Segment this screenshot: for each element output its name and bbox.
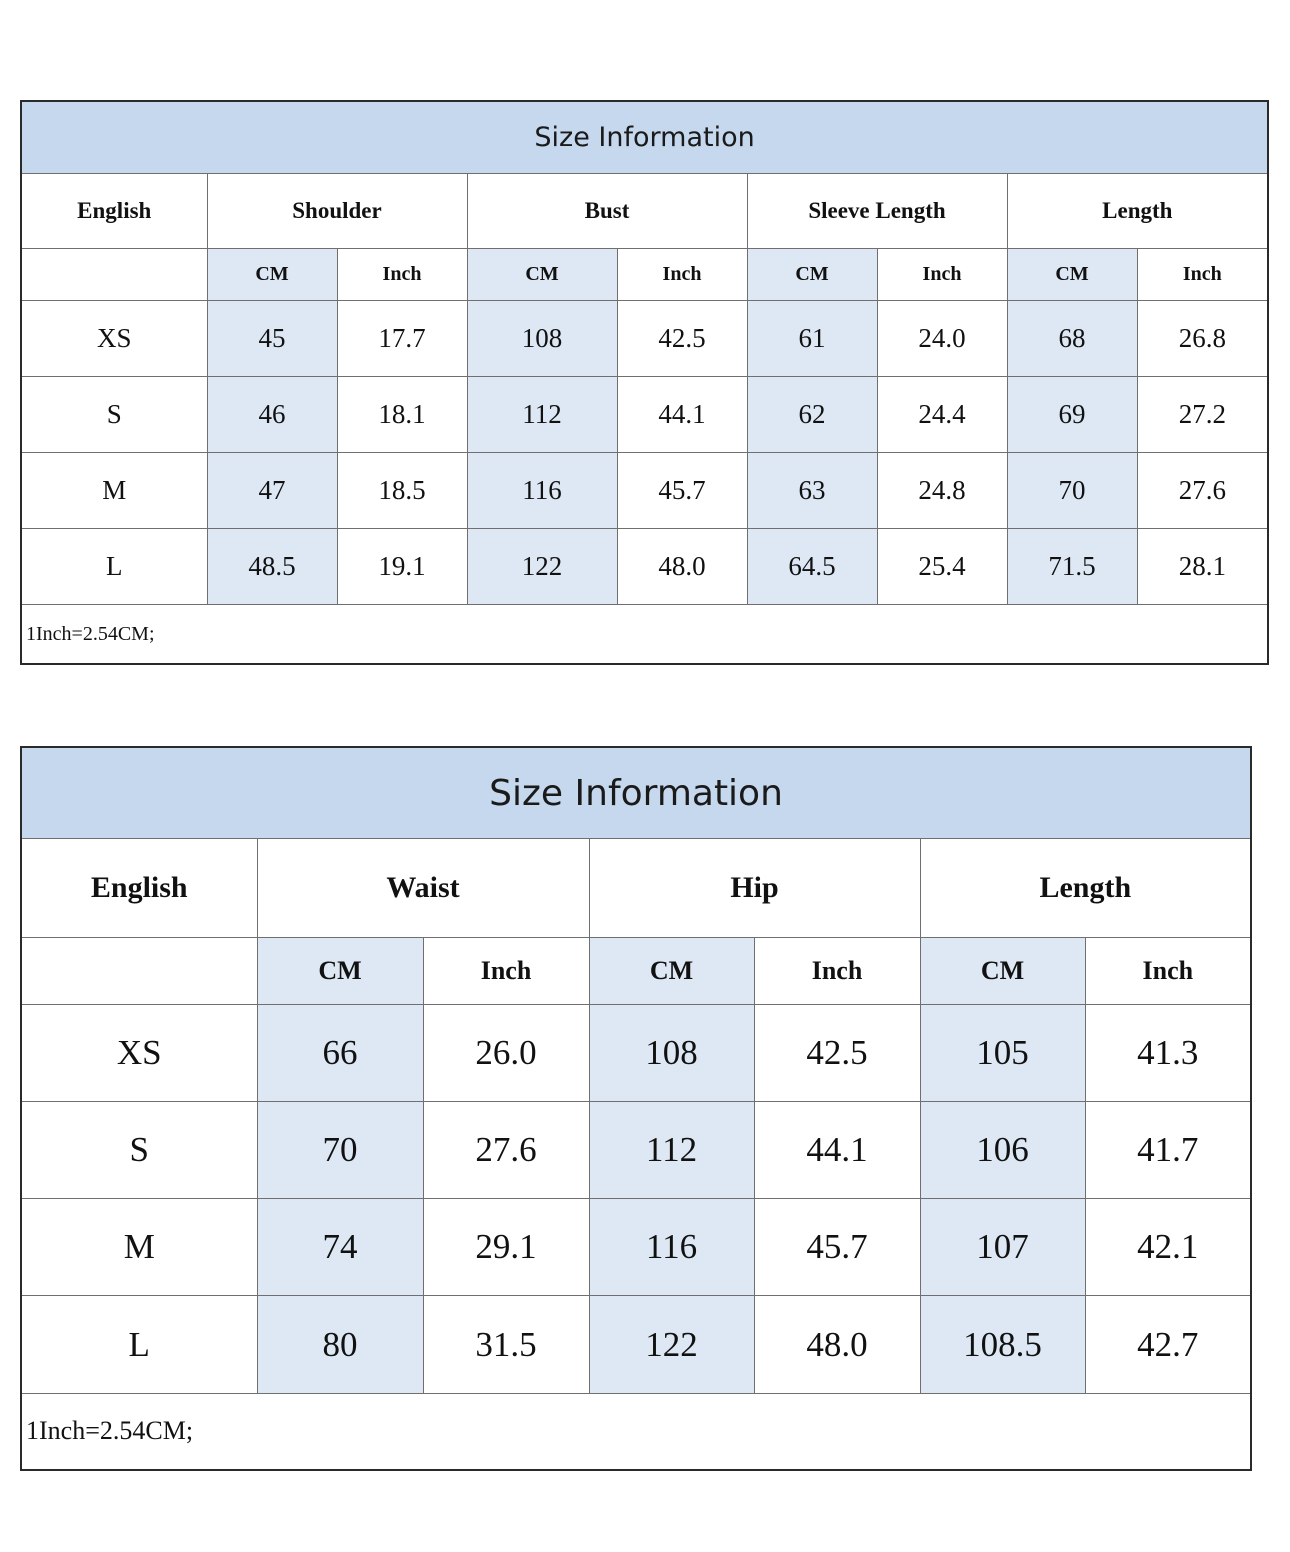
value-cell: 105 [920, 1004, 1085, 1101]
table-title: Size Information [21, 747, 1251, 839]
value-cell: 66 [257, 1004, 423, 1101]
size-label: M [21, 453, 207, 529]
value-cell: 42.7 [1085, 1296, 1251, 1393]
size-label: XS [21, 1004, 257, 1101]
value-cell: 45 [207, 301, 337, 377]
value-cell: 70 [1007, 453, 1137, 529]
size-label: S [21, 377, 207, 453]
unit-header: Inch [1085, 937, 1251, 1004]
value-cell: 18.5 [337, 453, 467, 529]
unit-header: Inch [337, 249, 467, 301]
size-label: L [21, 529, 207, 605]
value-cell: 122 [467, 529, 617, 605]
table-row [21, 453, 1268, 529]
empty-unit-cell [21, 249, 207, 301]
value-cell: 42.5 [617, 301, 747, 377]
unit-header: Inch [617, 249, 747, 301]
value-cell: 74 [257, 1199, 423, 1296]
value-cell: 29.1 [423, 1199, 589, 1296]
table-row [21, 377, 1268, 453]
unit-header: CM [589, 937, 754, 1004]
value-cell: 80 [257, 1296, 423, 1393]
value-cell: 44.1 [754, 1101, 920, 1198]
table-row [21, 529, 1268, 605]
value-cell: 24.8 [877, 453, 1007, 529]
value-cell: 64.5 [747, 529, 877, 605]
unit-header: CM [467, 249, 617, 301]
value-cell: 62 [747, 377, 877, 453]
group-header-hip: Hip [589, 839, 920, 937]
group-header-bust: Bust [467, 174, 747, 249]
value-cell: 41.3 [1085, 1004, 1251, 1101]
value-cell: 24.0 [877, 301, 1007, 377]
group-header-shoulder: Shoulder [207, 174, 467, 249]
value-cell: 24.4 [877, 377, 1007, 453]
unit-header: Inch [423, 937, 589, 1004]
size-label: XS [21, 301, 207, 377]
value-cell: 48.0 [754, 1296, 920, 1393]
value-cell: 27.6 [1137, 453, 1268, 529]
unit-header: CM [747, 249, 877, 301]
table-row [21, 1004, 1251, 1101]
value-cell: 17.7 [337, 301, 467, 377]
group-header-length: Length [1007, 174, 1268, 249]
unit-header: CM [1007, 249, 1137, 301]
value-cell: 46 [207, 377, 337, 453]
value-cell: 28.1 [1137, 529, 1268, 605]
size-label: M [21, 1199, 257, 1296]
group-header-length: Length [920, 839, 1251, 937]
empty-unit-cell [21, 937, 257, 1004]
group-header-sleeve-length: Sleeve Length [747, 174, 1007, 249]
table-row [21, 1296, 1251, 1393]
value-cell: 45.7 [617, 453, 747, 529]
value-cell: 48.5 [207, 529, 337, 605]
table-row [21, 1101, 1251, 1198]
unit-header: CM [920, 937, 1085, 1004]
value-cell: 122 [589, 1296, 754, 1393]
value-cell: 107 [920, 1199, 1085, 1296]
value-cell: 42.1 [1085, 1199, 1251, 1296]
value-cell: 42.5 [754, 1004, 920, 1101]
value-cell: 18.1 [337, 377, 467, 453]
value-cell: 26.8 [1137, 301, 1268, 377]
size-column-header: English [21, 174, 207, 249]
size-table-top [20, 100, 1269, 665]
size-label: S [21, 1101, 257, 1198]
value-cell: 45.7 [754, 1199, 920, 1296]
value-cell: 26.0 [423, 1004, 589, 1101]
value-cell: 116 [589, 1199, 754, 1296]
value-cell: 61 [747, 301, 877, 377]
value-cell: 108 [467, 301, 617, 377]
value-cell: 68 [1007, 301, 1137, 377]
unit-header: Inch [1137, 249, 1268, 301]
value-cell: 69 [1007, 377, 1137, 453]
value-cell: 116 [467, 453, 617, 529]
size-table-bottom [20, 746, 1252, 1471]
value-cell: 27.2 [1137, 377, 1268, 453]
value-cell: 19.1 [337, 529, 467, 605]
value-cell: 27.6 [423, 1101, 589, 1198]
value-cell: 47 [207, 453, 337, 529]
value-cell: 112 [467, 377, 617, 453]
value-cell: 106 [920, 1101, 1085, 1198]
value-cell: 70 [257, 1101, 423, 1198]
table-row [21, 1199, 1251, 1296]
conversion-note: 1Inch=2.54CM; [21, 1393, 1251, 1470]
value-cell: 112 [589, 1101, 754, 1198]
size-column-header: English [21, 839, 257, 937]
conversion-note: 1Inch=2.54CM; [21, 605, 1268, 665]
value-cell: 25.4 [877, 529, 1007, 605]
value-cell: 71.5 [1007, 529, 1137, 605]
value-cell: 31.5 [423, 1296, 589, 1393]
size-label: L [21, 1296, 257, 1393]
value-cell: 48.0 [617, 529, 747, 605]
value-cell: 63 [747, 453, 877, 529]
table-row [21, 301, 1268, 377]
value-cell: 108.5 [920, 1296, 1085, 1393]
unit-header: CM [207, 249, 337, 301]
table-title: Size Information [21, 101, 1268, 174]
unit-header: Inch [754, 937, 920, 1004]
unit-header: Inch [877, 249, 1007, 301]
value-cell: 44.1 [617, 377, 747, 453]
group-header-waist: Waist [257, 839, 589, 937]
value-cell: 108 [589, 1004, 754, 1101]
unit-header: CM [257, 937, 423, 1004]
value-cell: 41.7 [1085, 1101, 1251, 1198]
